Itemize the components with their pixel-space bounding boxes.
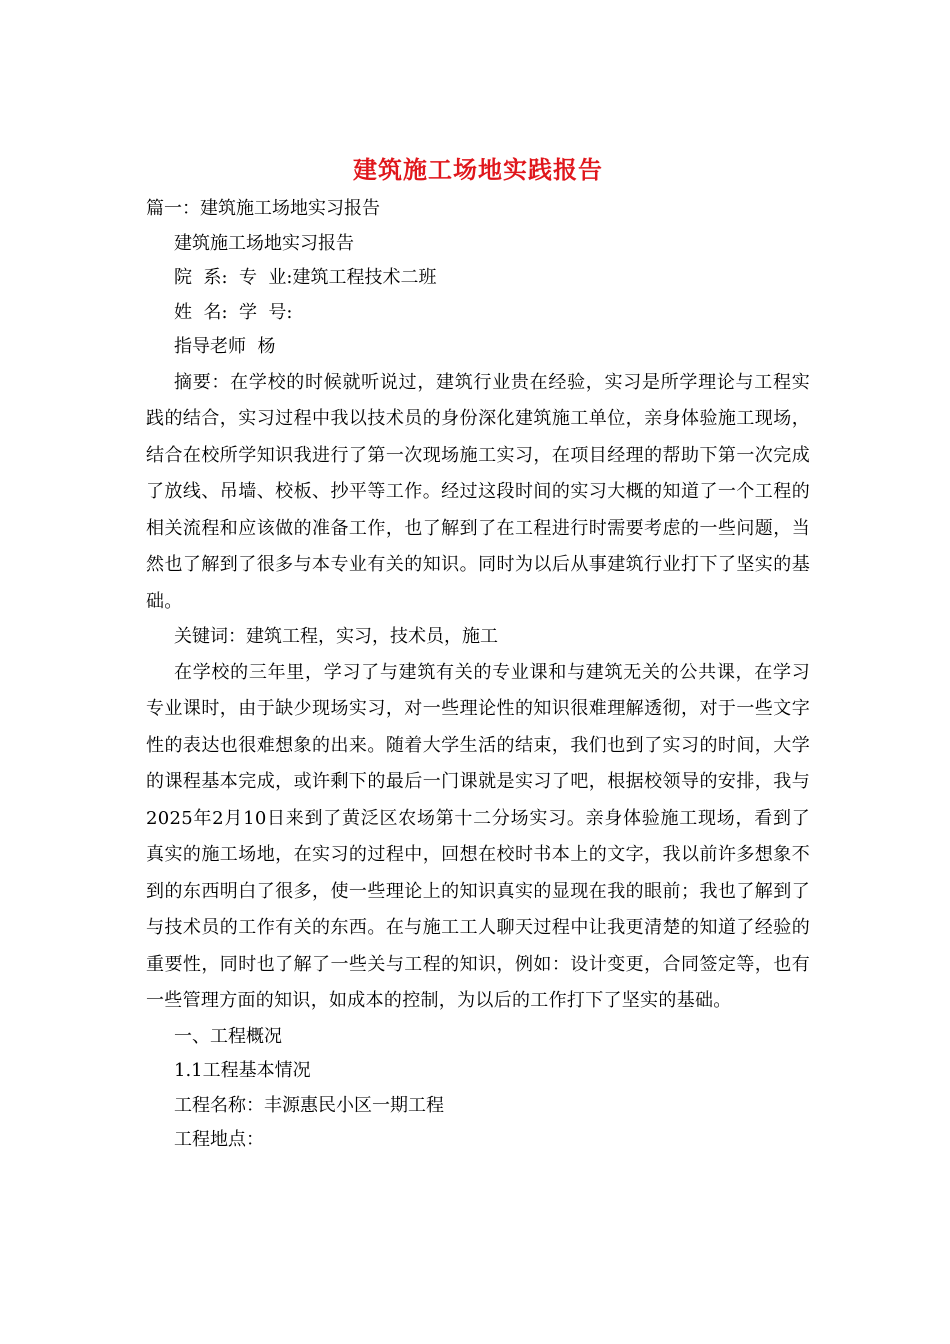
sub-heading: 1.1工程基本情况	[174, 1060, 311, 1081]
report-title: 建筑施工场地实习报告	[174, 232, 354, 254]
chapter-heading: 一、工程概况	[174, 1025, 282, 1047]
body-paragraph: 在学校的三年里，学习了与建筑有关的专业课和与建筑无关的公共课，在学习专业课时，由于缺少现场实习，对一些理论性的知识很难理解透彻，对于一些文字性的表达也很难想象的出来。随着大学生活的结束，我们也到了实习的时间，大学的课程基本完成，或许剩下的最后一门课就是实习了吧，根据校领导的安排，我与2025年2月10日来到了黄泛区农场第十二分场实习。亲身体验施工现场，看到了真实的施工场地，在实习的过程中，回想在校时书本上的文字，我以前许多想象不到的东西明白了很多，使一些理论上的知识真实的显现在我的眼前；我也了解到了与技术员的工作有关的东西。在与施工工人聊天过程中让我更清楚的知道了经验的重要性，同时也了解了一些关与工程的知识，例如：设计变更，合同签定等，也有一些管理方面的知识，如成本的控制，为以后的工作打下了坚实的基础。	[146, 661, 810, 1011]
document-page	[146, 150, 810, 1158]
abstract-paragraph: 摘要：在学校的时候就听说过，建筑行业贵在经验，实习是所学理论与工程实践的结合，实习过程中我以技术员的身份深化建筑施工单位，亲身体验施工现场，结合在校所学知识我进行了第一次现场施工实习，在项目经理的帮助下第一次完成了放线、吊墙、校板、抄平等工作。经过这段时间的实习大概的知道了一个工程的相关流程和应该做的准备工作，也了解到了在工程进行时需要考虑的一些问题，当然也了解到了很多与本专业有关的知识。同时为以后从事建筑行业打下了坚实的基础。	[146, 371, 810, 612]
project-name: 工程名称：丰源惠民小区一期工程	[174, 1094, 444, 1116]
document-title: 建筑施工场地实践报告	[353, 155, 603, 184]
section-heading: 篇一：建筑施工场地实习报告	[146, 198, 380, 219]
name-line: 姓 名: 学 号:	[174, 301, 293, 323]
project-location: 工程地点：	[174, 1129, 264, 1150]
advisor-line: 指导老师 杨	[174, 336, 276, 357]
department-line: 院 系: 专 业:建筑工程技术二班	[174, 267, 437, 288]
keywords-line: 关键词：建筑工程，实习，技术员，施工	[174, 626, 498, 647]
